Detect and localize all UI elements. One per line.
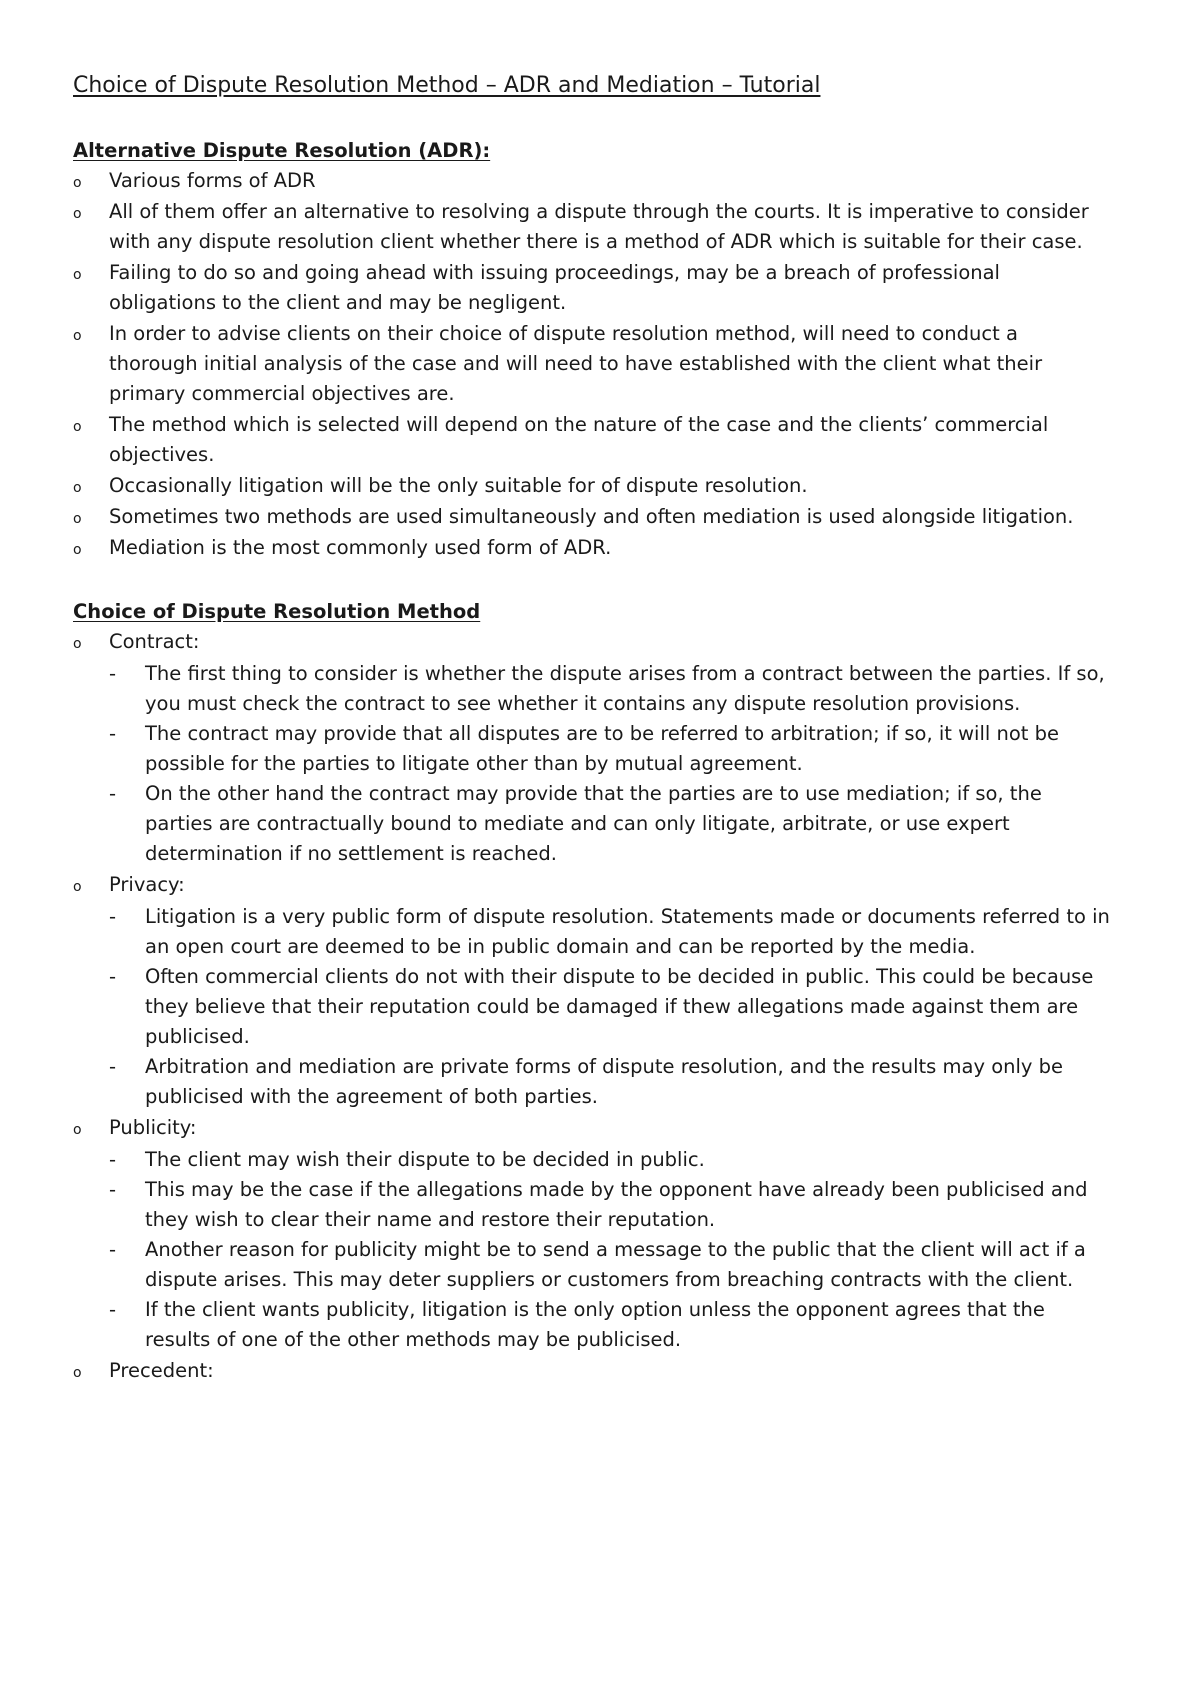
list-item xyxy=(73,533,1110,563)
dash-marker: - xyxy=(109,1055,117,1078)
choice-bullet-list xyxy=(73,627,1110,1386)
list-item-text: The method which is selected will depend on the nature of the case and the clients’ commercial objectives. xyxy=(109,413,1049,466)
sub-list xyxy=(109,1145,1110,1355)
bullet-marker: o xyxy=(73,542,82,558)
dash-marker: - xyxy=(109,1238,117,1261)
list-item-label: Precedent: xyxy=(109,1359,214,1382)
dash-marker: - xyxy=(109,905,117,928)
sub-list-item xyxy=(109,902,1110,962)
bullet-marker: o xyxy=(73,267,82,283)
dash-marker: - xyxy=(109,965,117,988)
bullet-marker: o xyxy=(73,1365,82,1381)
sub-list-item xyxy=(109,659,1110,719)
list-item-text: In order to advise clients on their choice of dispute resolution method, will need to conduct a thorough initial analysis of the case and will need to have established with the client what their primary commercial objectives are. xyxy=(109,322,1043,405)
sub-list-item-text: The client may wish their dispute to be decided in public. xyxy=(145,1148,705,1171)
list-item xyxy=(73,410,1110,470)
sub-list-item-text: Litigation is a very public form of dispute resolution. Statements made or documents referred to in an open court are deemed to be in public domain and can be reported by the media. xyxy=(145,905,1110,958)
sub-list-item xyxy=(109,1235,1110,1295)
sub-list-item-text: The first thing to consider is whether the dispute arises from a contract between the parties. If so, you must check the contract to see whether it contains any dispute resolution provisions. xyxy=(145,662,1105,715)
sub-list-item xyxy=(109,1295,1110,1355)
sub-list-item-text: If the client wants publicity, litigation is the only option unless the opponent agrees that the results of one of the other methods may be publicised. xyxy=(145,1298,1045,1351)
sub-list-item xyxy=(109,779,1110,869)
section-heading-choice: Choice of Dispute Resolution Method xyxy=(73,600,481,623)
bullet-marker: o xyxy=(73,879,82,895)
list-item-label: Publicity: xyxy=(109,1116,197,1139)
dash-marker: - xyxy=(109,1298,117,1321)
list-item xyxy=(73,319,1110,409)
list-item xyxy=(73,197,1110,257)
list-item-label: Privacy: xyxy=(109,873,185,896)
list-item xyxy=(73,471,1110,501)
bullet-marker: o xyxy=(73,419,82,435)
dash-marker: - xyxy=(109,1178,117,1201)
bullet-marker: o xyxy=(73,328,82,344)
sub-list-item-text: On the other hand the contract may provide that the parties are to use mediation; if so, the parties are contractually bound to mediate and can only litigate, arbitrate, or use expert determination if no settlement is reached. xyxy=(145,782,1042,865)
bullet-marker: o xyxy=(73,1122,82,1138)
list-item xyxy=(73,1356,1110,1386)
list-item-text: Mediation is the most commonly used form of ADR. xyxy=(109,536,612,559)
bullet-marker: o xyxy=(73,206,82,222)
list-item-text: Failing to do so and going ahead with issuing proceedings, may be a breach of professional obligations to the client and may be negligent. xyxy=(109,261,1000,314)
sub-list-item xyxy=(109,1145,1110,1175)
sub-list-item-text: This may be the case if the allegations made by the opponent have already been publicised and they wish to clear their name and restore their reputation. xyxy=(145,1178,1088,1231)
document-title: Choice of Dispute Resolution Method – ADR and Mediation – Tutorial xyxy=(73,73,821,98)
list-item xyxy=(73,627,1110,869)
sub-list-item xyxy=(109,962,1110,1052)
list-item-text: Sometimes two methods are used simultaneously and often mediation is used alongside litigation. xyxy=(109,505,1074,528)
adr-bullet-list xyxy=(73,166,1110,563)
sub-list-item-text: Arbitration and mediation are private forms of dispute resolution, and the results may only be publicised with the agreement of both parties. xyxy=(145,1055,1064,1108)
section-heading-adr: Alternative Dispute Resolution (ADR): xyxy=(73,139,491,162)
sub-list-item xyxy=(109,1175,1110,1235)
sub-list-item xyxy=(109,719,1110,779)
sub-list xyxy=(109,659,1110,869)
dash-marker: - xyxy=(109,722,117,745)
list-item xyxy=(73,1113,1110,1355)
bullet-marker: o xyxy=(73,636,82,652)
bullet-marker: o xyxy=(73,511,82,527)
sub-list xyxy=(109,902,1110,1112)
bullet-marker: o xyxy=(73,480,82,496)
list-item-text: Various forms of ADR xyxy=(109,169,316,192)
dash-marker: - xyxy=(109,662,117,685)
list-item-text: Occasionally litigation will be the only suitable for of dispute resolution. xyxy=(109,474,808,497)
sub-list-item xyxy=(109,1052,1110,1112)
bullet-marker: o xyxy=(73,175,82,191)
list-item xyxy=(73,870,1110,1112)
list-item xyxy=(73,258,1110,318)
list-item xyxy=(73,166,1110,196)
dash-marker: - xyxy=(109,782,117,805)
list-item xyxy=(73,502,1110,532)
list-item-text: All of them offer an alternative to resolving a dispute through the courts. It is imperative to consider with any dispute resolution client whether there is a method of ADR which is suitable for their case. xyxy=(109,200,1089,253)
list-item-label: Contract: xyxy=(109,630,200,653)
sub-list-item-text: The contract may provide that all disputes are to be referred to arbitration; if so, it will not be possible for the parties to litigate other than by mutual agreement. xyxy=(145,722,1060,775)
sub-list-item-text: Often commercial clients do not with their dispute to be decided in public. This could be because they believe that their reputation could be damaged if thew allegations made against them are publicised. xyxy=(145,965,1094,1048)
dash-marker: - xyxy=(109,1148,117,1171)
sub-list-item-text: Another reason for publicity might be to send a message to the public that the client will act if a dispute arises. This may deter suppliers or customers from breaching contracts with the client. xyxy=(145,1238,1086,1291)
